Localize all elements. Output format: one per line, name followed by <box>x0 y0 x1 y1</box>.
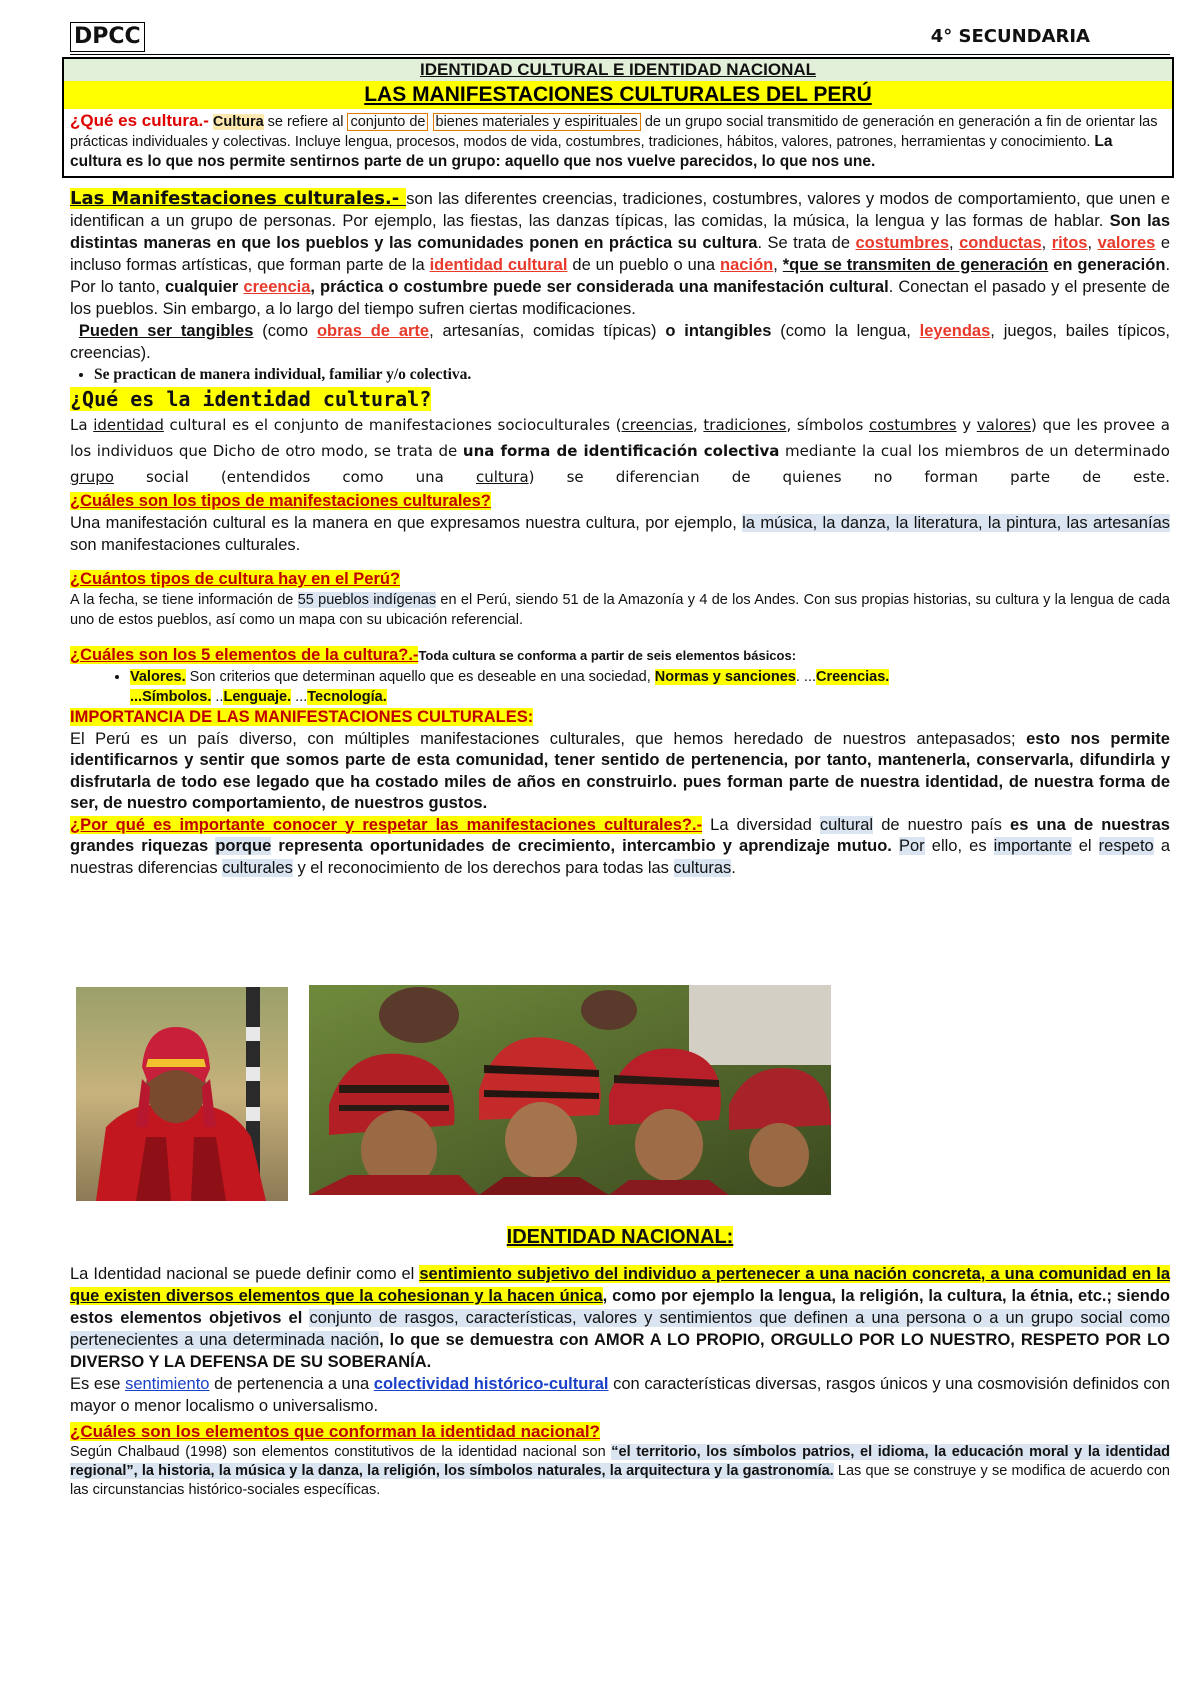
national-elements-title: ¿Cuáles son los elementos que conforman la identidad nacional? <box>70 1422 600 1441</box>
header-course: DPCC <box>70 22 145 52</box>
cultural-identity-section: ¿Qué es la identidad cultural? La identidad cultural es el conjunto de manifestaciones socioculturales (creencias, tradiciones, símbolos costumbres y valores) que les provee a los individuos que Dicho de otro modo, se trata de una forma de identificación colectiva mediante la cual los miembros de un determinado grupo social (entendidos como una cultura) se diferencian de quienes no forman parte de este. <box>70 387 1170 486</box>
subtitle: LAS MANIFESTACIONES CULTURALES DEL PERÚ <box>64 81 1172 109</box>
importance-title: IMPORTANCIA DE LAS MANIFESTACIONES CULTURALES: <box>70 708 534 726</box>
practice-bullet: • Se practican de manera individual, familiar y/o colectiva. <box>94 364 1170 386</box>
culture-definition: ¿Qué es cultura.- Cultura se refiere al conjunto de bienes materiales y espirituales de un grupo social transmitido de generación en generación a fin de orientar las prácticas individuales y colectivas. Incluye lengua, procesos, modos de vida, costumbres, tradiciones, hábitos, valores, patrones, herramientas y conocimiento. La cultura es lo que nos permite sentirnos parte de un grupo: aquello que nos vuelve parecidos, lo que nos une. <box>70 111 1158 170</box>
manifestations-section: Las Manifestaciones culturales.- son las diferentes creencias, tradiciones, costumbres, valores y modos de comportamiento, que unen e identifican a un grupo de personas. Por ejemplo, las fiestas, las danzas típicas, las comidas, la música, la lengua y las formas de hablar. Son las distintas maneras en que los pueblos y las comunidades ponen en práctica su cultura. Se trata de costumbres, conductas, ritos, valores e incluso formas artísticas, que forman parte de la identidad cultural de un pueblo o una nación, *que se transmiten de generación en generación. Por lo tanto, cualquier creencia, práctica o costumbre puede ser considerada una manifestación cultural. Conectan el pasado y el presente de los pueblos. Sin embargo, a lo largo del tiempo sufren ciertas modificaciones. Pueden ser tangibles (como obras de arte, artesanías, comidas típicas) o intangibles (como la lengua, leyendas, juegos, bailes típicos, creencias). • Se practican de manera individual, familiar y/o colectiva. <box>70 188 1170 386</box>
elements-title: ¿Cuáles son los 5 elementos de la cultura?.- <box>70 646 419 664</box>
types-section: ¿Cuáles son los tipos de manifestaciones culturales? Una manifestación cultural es la manera en que expresamos nuestra cultura, por ejemplo, la música, la danza, la literatura, la pintura, las artesanías son manifestaciones culturales. <box>70 492 1170 554</box>
national-identity-block <box>70 1226 1170 1500</box>
how-many-section: ¿Cuántos tipos de cultura hay en el Perú? A la fecha, se tiene información de 55 pueblos indígenas en el Perú, siendo 51 de la Amazonía y 4 de los Andes. Con sus propias historias, su cultura y la lengua de cada uno de estos pueblos, así como un mapa con su ubicación referencial. <box>70 570 1170 628</box>
children-traditional-dress-photo <box>309 985 831 1195</box>
page-header <box>70 20 1170 55</box>
elements-section: ¿Cuáles son los 5 elementos de la cultura?.-Toda cultura se conforma a partir de seis elementos básicos: • Valores. Son criterios que determinan aquello que es deseable en una sociedad, Normas y sanciones. ...Creencias. ...Símbolos. ..Lenguaje. ...Tecnología. <box>70 644 1170 707</box>
national-identity-title: IDENTIDAD NACIONAL: <box>506 1226 734 1248</box>
document-page <box>70 20 1171 1498</box>
andean-man-photo <box>76 987 288 1201</box>
cultural-identity-title: ¿Qué es la identidad cultural? <box>70 387 432 411</box>
link-sentimiento[interactable]: sentimiento <box>125 1375 210 1393</box>
importance-section: IMPORTANCIA DE LAS MANIFESTACIONES CULTURALES: El Perú es un país diverso, con múltiples manifestaciones culturales, que hemos heredado de nuestros antepasados; esto nos permite identificarnos y sentir que somos parte de esta comunidad, tener sentido de pertenencia, por tanto, mantenerla, conservarla, difundirla y disfrutarla de todo ese legado que ha costado miles de años en construirlo. pues forman parte de nuestra identidad, de nuestra forma de ser, de nuestro comportamiento, de nuestros gustos. ¿Por qué es importante conocer y respetar las manifestaciones culturales?.- La diversidad cultural de nuestro país es una de nuestras grandes riquezas porque representa oportunidades de crecimiento, intercambio y aprendizaje mutuo. Por ello, es importante el respeto a nuestras diferencias culturales y el reconocimiento de los derechos para todas las culturas. <box>70 708 1170 877</box>
types-title: ¿Cuáles son los tipos de manifestaciones culturales? <box>70 492 491 510</box>
intro-box <box>62 57 1174 178</box>
respect-question: ¿Por qué es importante conocer y respetar las manifestaciones culturales?.- <box>70 815 703 834</box>
how-many-title: ¿Cuántos tipos de cultura hay en el Perú? <box>70 570 401 588</box>
manifestations-title: Las Manifestaciones culturales.- <box>70 188 407 209</box>
main-title: IDENTIDAD CULTURAL E IDENTIDAD NACIONAL <box>64 59 1172 81</box>
elements-list: • Valores. Son criterios que determinan aquello que es deseable en una sociedad, Normas y sanciones. ...Creencias. ...Símbolos. ..Lenguaje. ...Tecnología. <box>130 667 1170 707</box>
national-elements-section: ¿Cuáles son los elementos que conforman la identidad nacional? Según Chalbaud (1998) son elementos constitutivos de la identidad nacional son “el territorio, los símbolos patrios, el idioma, la educación moral y la identidad regional”, la historia, la música y la danza, la religión, los símbolos naturales, la arquitectura y la gastronomía. Las que se construye y se modifica de acuerdo con las circunstancias histórico-sociales específicas. <box>70 1422 1170 1498</box>
header-grade: 4° SECUNDARIA <box>930 26 1090 47</box>
link-colectividad[interactable]: colectividad histórico-cultural <box>373 1375 609 1393</box>
national-identity-text: La Identidad nacional se puede definir como el sentimiento subjetivo del individuo a pertenecer a una nación concreta, a una comunidad en la que existen diversos elementos que la cohesionan y la hacen única, como por ejemplo la lengua, la religión, la cultura, la étnia, etc.; siendo estos elementos objetivos el conjunto de rasgos, características, valores y sentimientos que definen a una persona o a un grupo social como pertenecientes a una determinada nación, lo que se demuestra con AMOR A LO PROPIO, ORGULLO POR LO NUESTRO, RESPETO POR LO DIVERSO Y LA DEFENSA DE SU SOBERANÍA. Es ese sentimiento de pertenencia a una colectividad histórico-cultural con características diversas, rasgos únicos y una cosmovisión definidos con mayor o menor localismo o universalismo. <box>70 1265 1170 1415</box>
question-culture: ¿Qué es cultura.- <box>70 111 209 130</box>
